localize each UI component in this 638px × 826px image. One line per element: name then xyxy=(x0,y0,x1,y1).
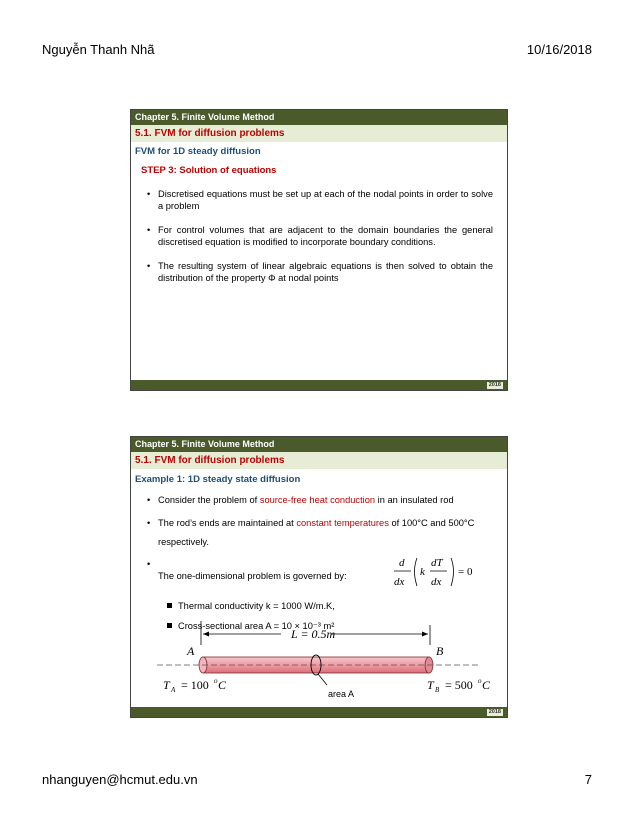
area-pointer xyxy=(318,674,327,685)
chapter-bar: Chapter 5. Finite Volume Method xyxy=(131,437,507,452)
bullet-item xyxy=(147,494,493,506)
bullet-text: Consider the problem of xyxy=(158,495,260,505)
eq-dt: dT xyxy=(431,557,443,569)
eq-k: k xyxy=(420,566,425,578)
rod-diagram xyxy=(131,621,507,703)
end-b-label: B xyxy=(436,644,444,658)
step-heading: STEP 3: Solution of equations xyxy=(141,165,277,176)
bullet-item xyxy=(147,514,493,552)
year-label: 2018 xyxy=(488,382,501,388)
arrow-right xyxy=(422,632,428,637)
tb-value: = 500 xyxy=(445,678,473,692)
end-a-label: A xyxy=(187,644,195,658)
ta-degree: o xyxy=(214,677,218,685)
eq-d: d xyxy=(399,557,405,569)
ta-subscript: A xyxy=(171,686,176,694)
page-header-date: 10/16/2018 xyxy=(526,42,592,57)
page-footer-email: nhanguyen@hcmut.edu.vn xyxy=(42,772,198,787)
bullet-text: The one-dimensional problem is governed by: xyxy=(158,571,347,581)
tb-subscript: B xyxy=(435,686,440,694)
slide-subtitle: FVM for 1D steady diffusion xyxy=(135,146,261,157)
bullet-item: • For control volumes that are adjacent to the domain boundaries the general discretised equation is modified to incorporate boundary conditions. xyxy=(147,224,493,248)
length-label: L = 0.5m xyxy=(291,627,336,641)
highlight-text: source-free heat conduction xyxy=(259,495,376,505)
bullet-item xyxy=(147,558,493,592)
bullet-list xyxy=(131,188,507,284)
section-bar: 5.1. FVM for diffusion problems xyxy=(131,125,507,142)
slide-2 xyxy=(130,436,508,718)
bullet-item: • Discretised equations must be set up at each of the nodal points in order to solve a problem xyxy=(147,188,493,212)
ta-value: = 100 xyxy=(181,678,209,692)
footer-bar xyxy=(131,707,507,717)
bullet-text: of 100°C and 500°C respectively. xyxy=(158,518,475,547)
property-item: Cross-sectional area A = 10 × 10⁻³ m² xyxy=(167,620,507,632)
footer-bar xyxy=(131,380,507,390)
year-label: 2018 xyxy=(488,709,501,715)
tb-degree: o xyxy=(478,677,482,685)
area-label: area A xyxy=(328,689,355,699)
page-header-author: Nguyễn Thanh Nhã xyxy=(42,42,155,57)
tb-unit: C xyxy=(482,678,491,692)
property-item: Thermal conductivity k = 1000 W/m.K, xyxy=(167,600,507,612)
bullet-text: in an insulated rod xyxy=(375,495,454,505)
eq-rhs: = 0 xyxy=(458,566,473,578)
ta-unit: C xyxy=(218,678,227,692)
slide-subtitle: Example 1: 1D steady state diffusion xyxy=(135,474,301,485)
eq-dx2: dx xyxy=(431,576,442,588)
page-number: 7 xyxy=(584,772,592,787)
governing-equation xyxy=(393,554,483,594)
bullet-list xyxy=(131,494,507,592)
section-bar: 5.1. FVM for diffusion problems xyxy=(131,452,507,469)
arrow-left xyxy=(203,632,209,637)
chapter-bar: Chapter 5. Finite Volume Method xyxy=(131,110,507,125)
bullet-text: The rod’s ends are maintained at xyxy=(158,518,297,528)
ta-symbol: T xyxy=(163,678,170,692)
tb-symbol: T xyxy=(427,678,434,692)
slide-1 xyxy=(130,109,508,391)
highlight-text: constant temperatures xyxy=(296,518,389,528)
eq-dx: dx xyxy=(394,576,405,588)
bullet-item: • The resulting system of linear algebraic equations is then solved to obtain the distribution of the property Φ at nodal points xyxy=(147,260,493,284)
